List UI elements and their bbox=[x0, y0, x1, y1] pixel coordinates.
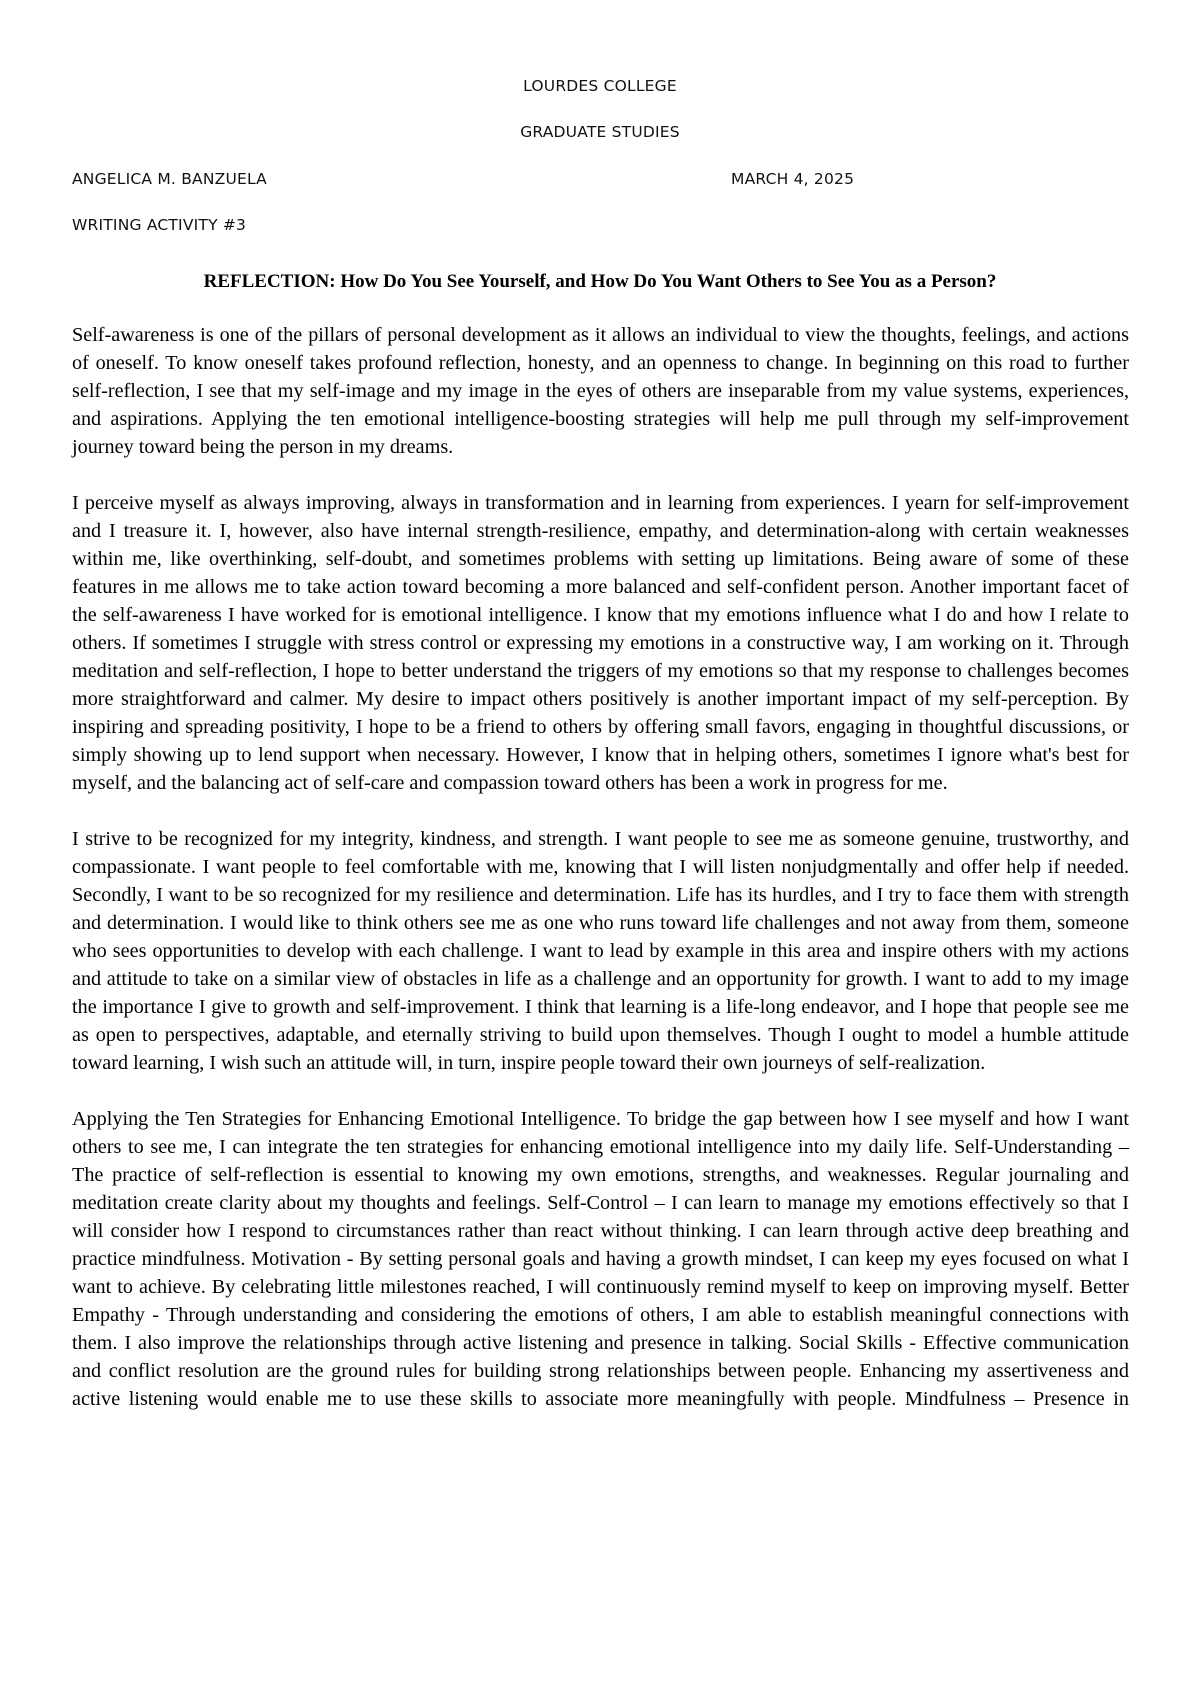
paragraph-3: I strive to be recognized for my integrity, kindness, and strength. I want people to see me as someone genuine, trustworthy, and compassionate. I want people to feel comfortable with me, knowing that I will listen nonjudgmentally and offer help if needed. Secondly, I want to be so recognized for my resilience and determination. Life has its hurdles, and I try to face them with strength and determination. I would like to think others see me as one who runs toward life challenges and not away from them, someone who sees opportunities to develop with each challenge. I want to lead by example in this area and inspire others with my actions and attitude to take on a similar view of obstacles in life as a challenge and an opportunity for growth. I want to add to my image the importance I give to growth and self-improvement. I think that learning is a life-long endeavor, and I hope that people see me as open to perspectives, adaptable, and eternally striving to build upon themselves. Though I ought to model a humble attitude toward learning, I wish such an attitude will, in turn, inspire people toward their own journeys of self-realization. bbox=[72, 828, 1129, 1074]
paragraph-2: I perceive myself as always improving, always in transformation and in learning from experiences. I yearn for self-improvement and I treasure it. I, however, also have internal strength-resilience, empathy, and determination-along with certain weaknesses within me, like overthinking, self-doubt, and sometimes problems with setting up limitations. Being aware of some of these features in me allows me to take action toward becoming a more balanced and self-confident person. Another important facet of the self-awareness I have worked for is emotional intelligence. I know that my emotions influence what I do and how I relate to others. If sometimes I struggle with stress control or expressing my emotions in a constructive way, I am working on it. Through meditation and self-reflection, I hope to better understand the triggers of my emotions so that my response to challenges becomes more straightforward and calmer. My desire to impact others positively is another important impact of my self-perception. By inspiring and spreading positivity, I hope to be a friend to others by offering small favors, engaging in thoughtful discussions, or simply showing up to lend support when necessary. However, I know that in helping others, sometimes I ignore what's best for myself, and the balancing act of self-care and compassion toward others has been a work in progress for me. bbox=[72, 492, 1129, 794]
author-name: ANGELICA M. BANZUELA bbox=[72, 170, 267, 188]
page-title: REFLECTION: How Do You See Yourself, and How Do You Want Others to See You as a Person? bbox=[203, 271, 997, 292]
paragraph-1: Self-awareness is one of the pillars of personal development as it allows an individual to view the thoughts, feelings, and actions of oneself. To know oneself takes profound reflection, honesty, and an openness to change. In beginning on this road to further self-reflection, I see that my self-image and my image in the eyes of others are inseparable from my value systems, experiences, and aspirations. Applying the ten emotional intelligence-boosting strategies will help me pull through my self-improvement journey toward being the person in my dreams. bbox=[72, 324, 1129, 458]
institution-name: LOURDES COLLEGE bbox=[523, 77, 677, 95]
department-name: GRADUATE STUDIES bbox=[520, 123, 680, 141]
essay-body bbox=[72, 321, 1129, 1413]
document-date: MARCH 4, 2025 bbox=[731, 170, 855, 188]
paragraph-4: Applying the Ten Strategies for Enhancing Emotional Intelligence. To bridge the gap between how I see myself and how I want others to see me, I can integrate the ten strategies for enhancing emotional intelligence into my daily life. Self-Understanding – The practice of self-reflection is essential to knowing my own emotions, strengths, and weaknesses. Regular journaling and meditation create clarity about my thoughts and feelings. Self-Control – I can learn to manage my emotions effectively so that I will consider how I respond to circumstances rather than react without thinking. I can learn through active deep breathing and practice mindfulness. Motivation - By setting personal goals and having a growth mindset, I can keep my eyes focused on what I want to achieve. By celebrating little milestones reached, I will continuously remind myself to keep on improving myself. Better Empathy - Through understanding and considering the emotions of others, I am able to establish meaningful connections with them. I also improve the relationships through active listening and presence in talking. Social Skills - Effective communication and conflict resolution are the ground rules for building strong relationships between people. Enhancing my assertiveness and active listening would enable me to use these skills to associate more meaningfully with people. Mindfulness – Presence in bbox=[72, 1108, 1129, 1410]
activity-label: WRITING ACTIVITY #3 bbox=[72, 216, 247, 234]
